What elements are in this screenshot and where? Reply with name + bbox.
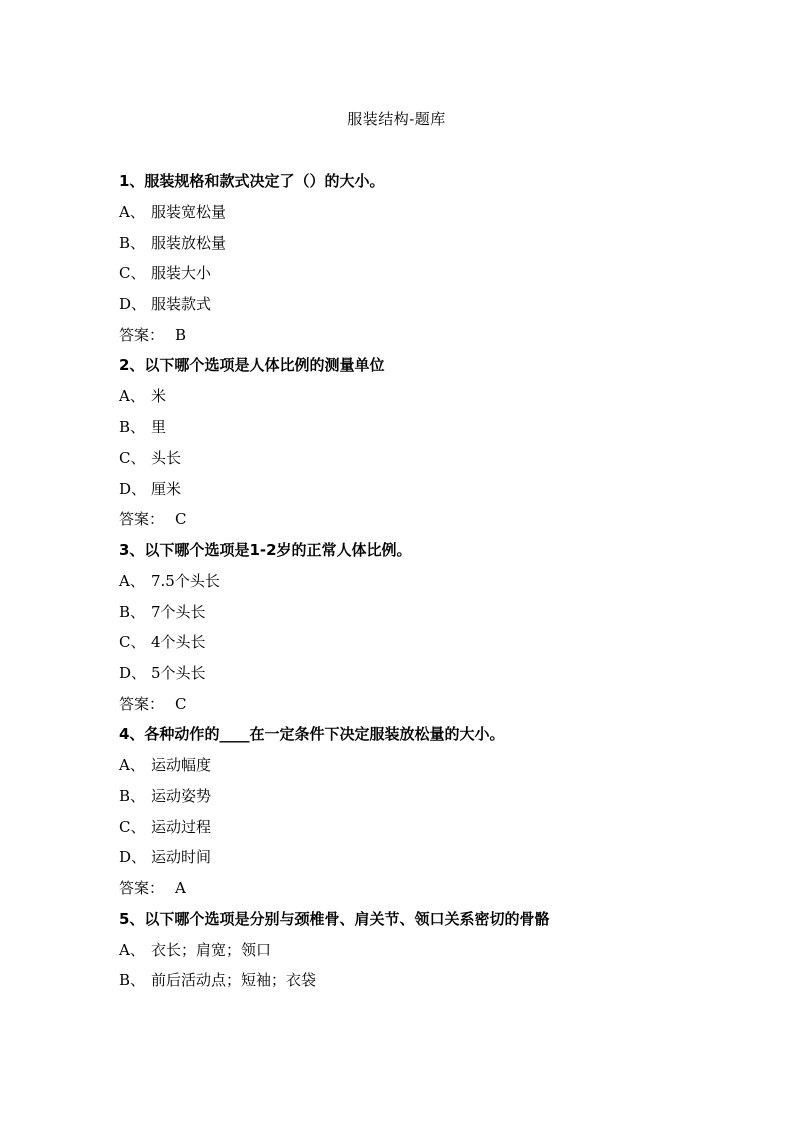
answer-label: 答案： <box>119 879 165 898</box>
option-letter: C、 <box>119 817 146 836</box>
option-letter: D、 <box>119 663 147 682</box>
option-text: 头长 <box>151 448 182 467</box>
option-text: 米 <box>151 387 167 406</box>
question-4 <box>119 723 719 899</box>
option-b <box>119 601 719 623</box>
option-text: 7.5个头长 <box>151 571 220 590</box>
option-letter: C、 <box>119 448 146 467</box>
option-letter: A、 <box>119 571 145 590</box>
option-text: 前后活动点；短袖；衣袋 <box>151 971 317 990</box>
question-5 <box>119 908 719 992</box>
answer-label: 答案： <box>119 325 165 344</box>
option-b <box>119 416 719 438</box>
option-c <box>119 447 719 469</box>
option-a <box>119 201 719 223</box>
answer-value: C <box>175 694 187 713</box>
question-2 <box>119 354 719 530</box>
option-d <box>119 478 719 500</box>
option-c <box>119 631 719 653</box>
answer-line <box>119 508 719 530</box>
option-text: 5个头长 <box>151 663 206 682</box>
option-text: 厘米 <box>151 479 182 498</box>
option-b <box>119 785 719 807</box>
option-letter: B、 <box>119 418 146 437</box>
option-c <box>119 816 719 838</box>
answer-value: A <box>175 879 186 898</box>
question-stem: 3、以下哪个选项是1-2岁的正常人体比例。 <box>119 540 412 559</box>
question-stem: 2、以下哪个选项是人体比例的测量单位 <box>119 356 385 375</box>
option-text: 运动时间 <box>151 848 212 867</box>
option-text: 4个头长 <box>151 633 206 652</box>
answer-line <box>119 877 719 899</box>
option-a <box>119 939 719 961</box>
question-list <box>119 170 719 1000</box>
option-text: 运动幅度 <box>151 756 212 775</box>
question-3 <box>119 539 719 715</box>
option-text: 服装放松量 <box>151 233 227 252</box>
question-stem: 4、各种动作的____在一定条件下决定服装放松量的大小。 <box>119 725 505 744</box>
option-text: 运动过程 <box>151 817 212 836</box>
option-d <box>119 846 719 868</box>
option-text: 衣长；肩宽；领口 <box>151 940 272 959</box>
option-letter: A、 <box>119 203 145 221</box>
option-d <box>119 662 719 684</box>
option-c <box>119 262 719 284</box>
page-title: 服装结构-题库 <box>347 110 446 128</box>
option-letter: B、 <box>119 787 146 805</box>
option-b <box>119 969 719 991</box>
option-text: 7个头长 <box>151 602 206 621</box>
answer-label: 答案： <box>119 694 165 713</box>
question-stem: 5、以下哪个选项是分别与颈椎骨、肩关节、领口关系密切的骨骼 <box>119 909 550 928</box>
option-letter: A、 <box>119 756 145 775</box>
option-text: 服装款式 <box>151 295 212 314</box>
option-text: 运动姿势 <box>151 787 212 805</box>
option-a <box>119 385 719 407</box>
option-text: 服装宽松量 <box>151 203 227 221</box>
option-letter: C、 <box>119 633 146 652</box>
question-1 <box>119 170 719 346</box>
option-letter: D、 <box>119 848 147 867</box>
option-letter: B、 <box>119 602 146 621</box>
answer-value: B <box>175 325 187 344</box>
option-letter: A、 <box>119 387 145 406</box>
option-d <box>119 293 719 315</box>
option-a <box>119 754 719 776</box>
option-text: 服装大小 <box>151 264 212 283</box>
question-stem: 1、服装规格和款式决定了（）的大小。 <box>119 172 385 190</box>
option-letter: A、 <box>119 940 145 959</box>
option-a <box>119 570 719 592</box>
option-letter: D、 <box>119 479 147 498</box>
option-text: 里 <box>151 418 167 437</box>
option-letter: C、 <box>119 264 146 283</box>
answer-line <box>119 693 719 715</box>
option-b <box>119 232 719 254</box>
option-letter: B、 <box>119 971 146 990</box>
answer-label: 答案： <box>119 510 165 529</box>
answer-line <box>119 324 719 346</box>
answer-value: C <box>175 510 187 529</box>
option-letter: D、 <box>119 295 147 314</box>
option-letter: B、 <box>119 233 146 252</box>
